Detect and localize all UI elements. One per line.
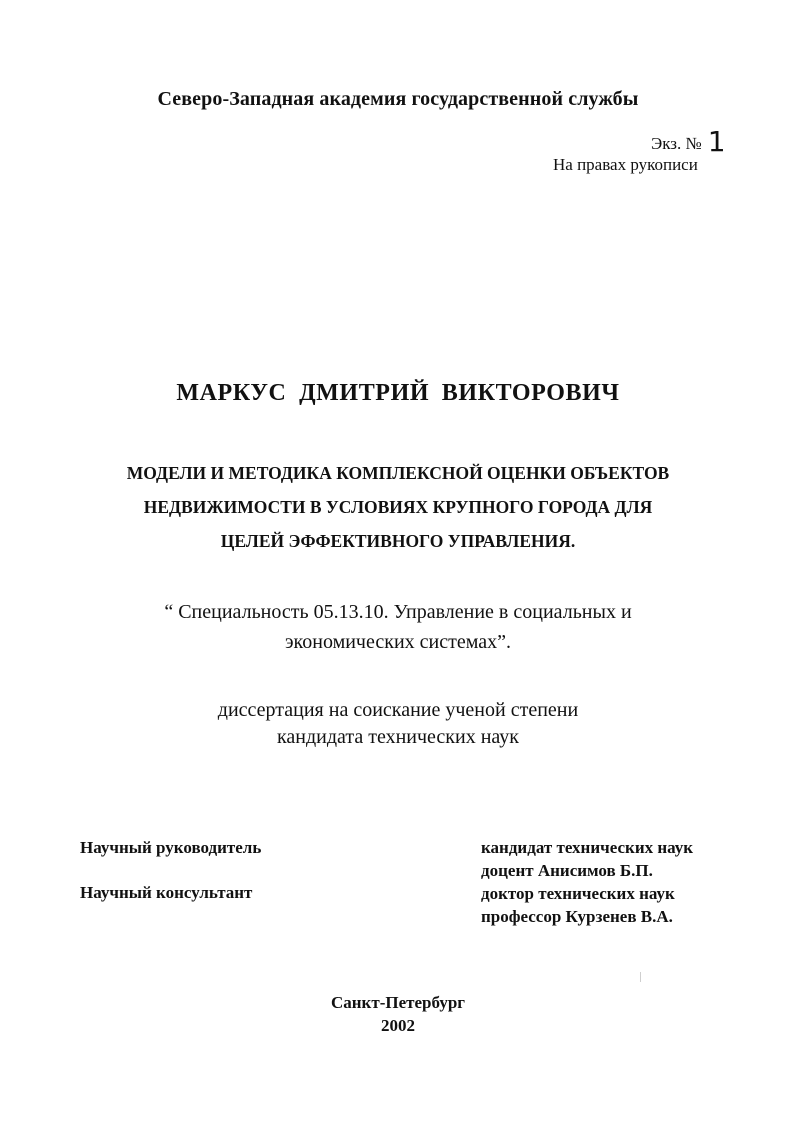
city: Санкт-Петербург (330, 993, 466, 1012)
copy-number-handwritten: 1 (707, 125, 726, 158)
supervisor-label: Научный руководитель (80, 838, 262, 857)
specialty (80, 597, 716, 657)
supervisor-line: доцент Анисимов Б.П. (481, 861, 653, 880)
title-line: ЦЕЛЕЙ ЭФФЕКТИВНОГО УПРАВЛЕНИЯ. (220, 531, 576, 551)
degree-line: диссертация на соискание ученой степени (217, 699, 579, 721)
year: 2002 (381, 1016, 415, 1035)
organization-name: Северо-Западная академия государственной службы (157, 88, 639, 110)
title-line: МОДЕЛИ И МЕТОДИКА КОМПЛЕКСНОЙ ОЦЕНКИ ОБЪЕКТОВ (126, 463, 670, 483)
thesis-title (60, 456, 736, 558)
degree-line: кандидата технических наук (276, 726, 520, 748)
degree-statement (80, 697, 716, 751)
author-name: МАРКУС ДМИТРИЙ ВИКТОРОВИЧ (176, 380, 620, 406)
place-and-year (0, 991, 796, 1037)
supervisor-details (481, 836, 693, 882)
title-line: НЕДВИЖИМОСТИ В УСЛОВИЯХ КРУПНОГО ГОРОДА ДЛЯ (143, 497, 653, 517)
copy-number-line (651, 125, 726, 158)
consultant-details (481, 882, 675, 928)
consultant-label: Научный консультант (80, 883, 253, 902)
specialty-line: “ Специальность 05.13.10. Управление в социальных и (164, 601, 632, 623)
rights-note: На правах рукописи (553, 155, 698, 174)
consultant-line: доктор технических наук (481, 884, 675, 903)
supervisor-line: кандидат технических наук (481, 838, 694, 857)
specialty-line: экономических системах”. (284, 631, 512, 653)
scan-artifact (640, 972, 641, 982)
consultant-line: профессор Курзенев В.А. (481, 907, 673, 926)
copy-label: Экз. № (651, 134, 702, 153)
